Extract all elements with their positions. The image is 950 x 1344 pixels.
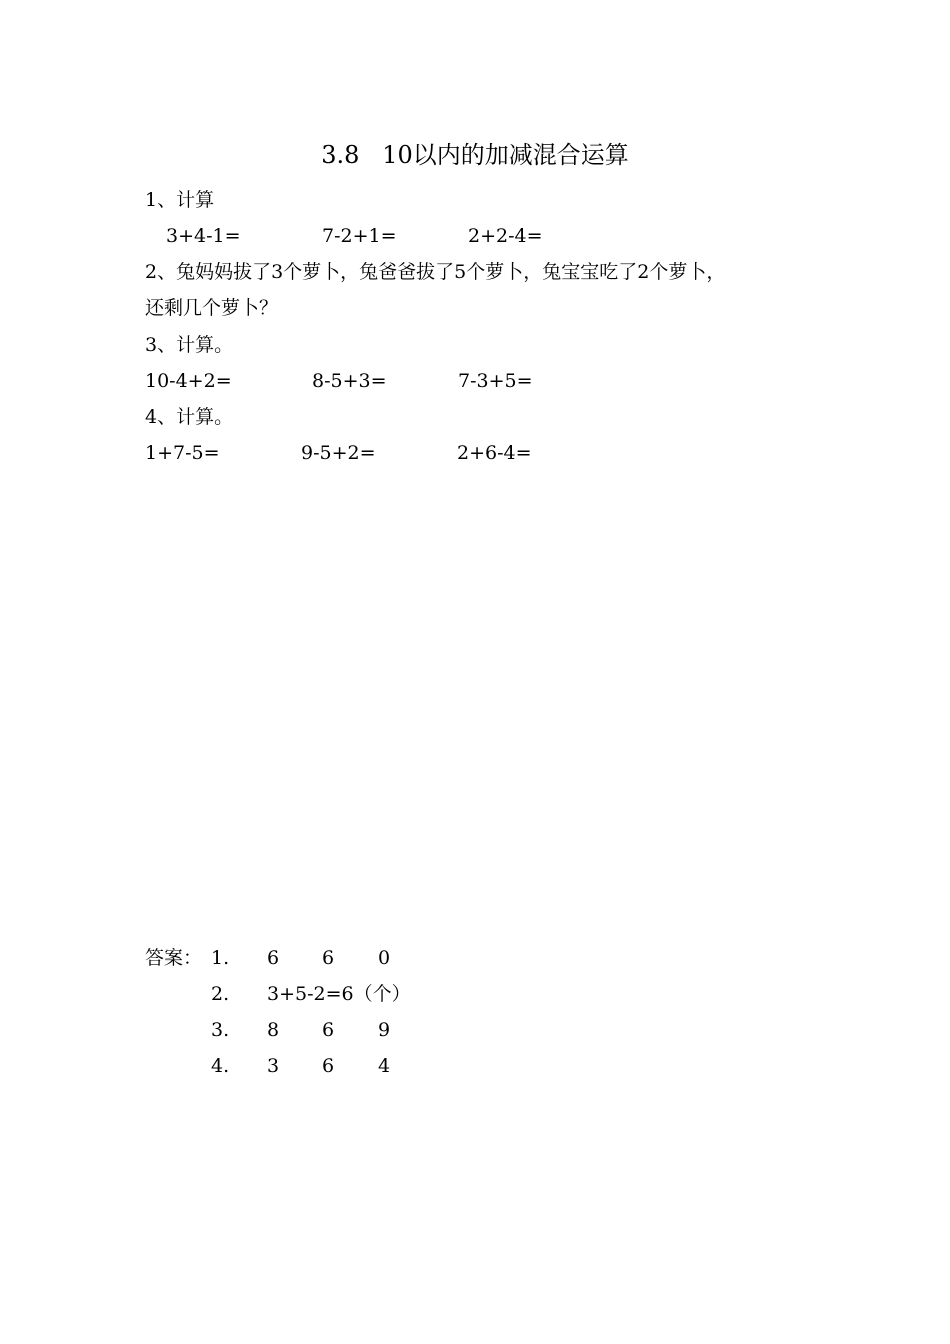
q1-expr-2: 7-2+1=: [322, 225, 397, 247]
q2-line-2: 还剩几个萝卜？: [145, 297, 279, 319]
q4-expr-3: 2+6-4=: [457, 442, 532, 464]
answer-3-num: 3.: [211, 1019, 230, 1041]
answer-1-value-2: 6: [322, 947, 335, 969]
answers-label: 答案：: [145, 947, 203, 969]
answer-4-value-2: 6: [322, 1055, 335, 1077]
answer-2-num: 2.: [211, 983, 230, 1005]
answer-4-num: 4.: [211, 1055, 230, 1077]
answer-3-value-1: 8: [267, 1019, 280, 1041]
answer-1-value-1: 6: [267, 947, 280, 969]
q3-expr-1: 10-4+2=: [145, 370, 232, 392]
q4-heading: 4、计算。: [145, 406, 234, 428]
q1-heading: 1、计算: [145, 189, 215, 211]
q3-expr-3: 7-3+5=: [458, 370, 533, 392]
q1-expr-3: 2+2-4=: [468, 225, 543, 247]
q3-expr-2: 8-5+3=: [312, 370, 387, 392]
q2-line-1: 2、兔妈妈拔了3个萝卜，兔爸爸拔了5个萝卜，兔宝宝吃了2个萝卜，: [145, 261, 726, 283]
q4-expr-2: 9-5+2=: [301, 442, 376, 464]
page-title: 3.8 10以内的加减混合运算: [321, 141, 629, 169]
q1-expr-1: 3+4-1=: [166, 225, 241, 247]
answer-4-value-1: 3: [267, 1055, 280, 1077]
answer-2-value-1: 3+5-2=6（个）: [267, 983, 411, 1005]
answer-1-num: 1.: [211, 947, 230, 969]
answer-3-value-2: 6: [322, 1019, 335, 1041]
q4-expr-1: 1+7-5=: [145, 442, 220, 464]
answer-1-value-3: 0: [378, 947, 391, 969]
q3-heading: 3、计算。: [145, 334, 234, 356]
answer-3-value-3: 9: [378, 1019, 391, 1041]
answer-4-value-3: 4: [378, 1055, 391, 1077]
